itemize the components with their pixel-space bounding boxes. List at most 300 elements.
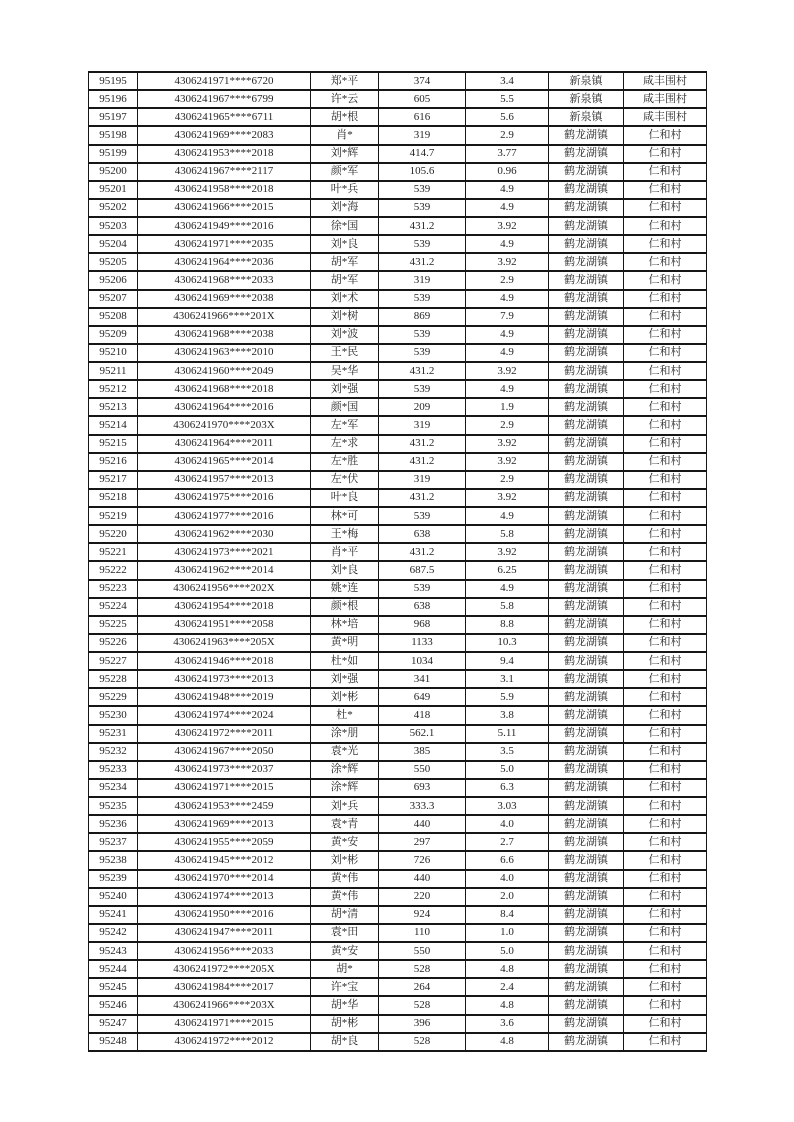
cell-town: 鹤龙湖镇 [549,996,624,1014]
cell-name: 袁*田 [311,924,379,942]
cell-id-masked: 4306241972****2011 [138,725,311,743]
cell-name: 黄*伟 [311,888,379,906]
cell-id-masked: 4306241971****2015 [138,779,311,797]
cell-rate: 9.4 [466,652,549,670]
cell-id-masked: 4306241965****6711 [138,108,311,126]
cell-amount: 539 [379,507,466,525]
cell-name: 胡*军 [311,253,379,271]
cell-seq: 95217 [89,471,138,489]
cell-id-masked: 4306241966****201X [138,308,311,326]
cell-rate: 4.9 [466,235,549,253]
table-row [89,561,707,579]
cell-name: 胡*华 [311,996,379,1014]
cell-village: 仁和村 [624,525,707,543]
table-row [89,761,707,779]
table-row [89,453,707,471]
cell-rate: 5.6 [466,108,549,126]
cell-town: 鹤龙湖镇 [549,435,624,453]
cell-village: 仁和村 [624,815,707,833]
cell-village: 仁和村 [624,561,707,579]
cell-village: 仁和村 [624,253,707,271]
cell-id-masked: 4306241972****2012 [138,1033,311,1051]
cell-name: 林*培 [311,616,379,634]
cell-village: 仁和村 [624,978,707,996]
cell-name: 许*宝 [311,978,379,996]
cell-amount: 1133 [379,634,466,652]
cell-id-masked: 4306241964****2036 [138,253,311,271]
table-row [89,598,707,616]
cell-rate: 5.0 [466,761,549,779]
cell-seq: 95197 [89,108,138,126]
cell-seq: 95235 [89,797,138,815]
cell-town: 鹤龙湖镇 [549,888,624,906]
cell-village: 仁和村 [624,181,707,199]
cell-town: 鹤龙湖镇 [549,924,624,942]
cell-rate: 3.5 [466,743,549,761]
cell-name: 郑*平 [311,72,379,90]
cell-town: 鹤龙湖镇 [549,598,624,616]
cell-seq: 95233 [89,761,138,779]
cell-rate: 3.77 [466,145,549,163]
cell-seq: 95248 [89,1033,138,1051]
table-row [89,1033,707,1051]
table-row [89,870,707,888]
cell-amount: 528 [379,996,466,1014]
cell-amount: 440 [379,815,466,833]
cell-town: 鹤龙湖镇 [549,199,624,217]
cell-id-masked: 4306241965****2014 [138,453,311,471]
cell-town: 鹤龙湖镇 [549,779,624,797]
table-row [89,380,707,398]
cell-village: 仁和村 [624,326,707,344]
cell-village: 仁和村 [624,670,707,688]
cell-amount: 649 [379,688,466,706]
cell-village: 仁和村 [624,851,707,869]
table-row [89,888,707,906]
cell-seq: 95203 [89,217,138,235]
cell-seq: 95220 [89,525,138,543]
cell-village: 仁和村 [624,996,707,1014]
table-row [89,1015,707,1033]
cell-amount: 319 [379,471,466,489]
cell-seq: 95231 [89,725,138,743]
cell-rate: 10.3 [466,634,549,652]
cell-seq: 95240 [89,888,138,906]
cell-town: 鹤龙湖镇 [549,217,624,235]
cell-amount: 605 [379,90,466,108]
table-row [89,271,707,289]
cell-name: 胡*清 [311,906,379,924]
cell-village: 仁和村 [624,290,707,308]
cell-rate: 3.4 [466,72,549,90]
cell-village: 仁和村 [624,471,707,489]
cell-id-masked: 4306241966****2015 [138,199,311,217]
cell-amount: 374 [379,72,466,90]
table-row [89,725,707,743]
cell-amount: 105.6 [379,163,466,181]
cell-rate: 1.9 [466,398,549,416]
cell-id-masked: 4306241967****2050 [138,743,311,761]
cell-amount: 638 [379,598,466,616]
cell-amount: 539 [379,326,466,344]
cell-name: 黄*安 [311,942,379,960]
table-row [89,90,707,108]
table-row [89,996,707,1014]
cell-id-masked: 4306241969****2038 [138,290,311,308]
cell-name: 杜* [311,706,379,724]
cell-name: 刘*海 [311,199,379,217]
table-row [89,670,707,688]
cell-town: 鹤龙湖镇 [549,344,624,362]
cell-id-masked: 4306241967****2117 [138,163,311,181]
cell-village: 仁和村 [624,344,707,362]
cell-rate: 2.9 [466,471,549,489]
cell-id-masked: 4306241968****2033 [138,271,311,289]
cell-amount: 562.1 [379,725,466,743]
cell-amount: 550 [379,761,466,779]
table-row [89,416,707,434]
table-row [89,525,707,543]
table-row [89,616,707,634]
cell-rate: 8.8 [466,616,549,634]
cell-seq: 95198 [89,126,138,144]
cell-town: 鹤龙湖镇 [549,670,624,688]
cell-seq: 95224 [89,598,138,616]
cell-rate: 3.92 [466,217,549,235]
cell-id-masked: 4306241974****2024 [138,706,311,724]
cell-seq: 95242 [89,924,138,942]
cell-amount: 1034 [379,652,466,670]
cell-name: 袁*光 [311,743,379,761]
cell-rate: 0.96 [466,163,549,181]
cell-town: 鹤龙湖镇 [549,380,624,398]
cell-rate: 4.9 [466,507,549,525]
cell-amount: 528 [379,1033,466,1051]
cell-seq: 95221 [89,543,138,561]
cell-id-masked: 4306241956****202X [138,580,311,598]
cell-rate: 3.92 [466,543,549,561]
cell-town: 鹤龙湖镇 [549,525,624,543]
cell-seq: 95245 [89,978,138,996]
cell-name: 颜*根 [311,598,379,616]
cell-seq: 95206 [89,271,138,289]
cell-id-masked: 4306241964****2011 [138,435,311,453]
cell-village: 仁和村 [624,797,707,815]
cell-rate: 5.9 [466,688,549,706]
cell-id-masked: 4306241973****2021 [138,543,311,561]
cell-amount: 385 [379,743,466,761]
cell-id-masked: 4306241971****2015 [138,1015,311,1033]
table-row [89,706,707,724]
cell-name: 袁*青 [311,815,379,833]
cell-amount: 431.2 [379,489,466,507]
cell-town: 鹤龙湖镇 [549,489,624,507]
cell-seq: 95196 [89,90,138,108]
cell-seq: 95208 [89,308,138,326]
cell-seq: 95225 [89,616,138,634]
cell-id-masked: 4306241973****2013 [138,670,311,688]
cell-rate: 1.0 [466,924,549,942]
cell-village: 仁和村 [624,634,707,652]
cell-rate: 2.9 [466,126,549,144]
table-row [89,163,707,181]
table-row [89,924,707,942]
cell-seq: 95216 [89,453,138,471]
cell-rate: 3.92 [466,362,549,380]
cell-village: 仁和村 [624,453,707,471]
cell-amount: 687.5 [379,561,466,579]
table-row [89,688,707,706]
cell-seq: 95229 [89,688,138,706]
cell-rate: 4.0 [466,870,549,888]
cell-seq: 95244 [89,960,138,978]
table-row [89,543,707,561]
cell-seq: 95243 [89,942,138,960]
cell-rate: 6.25 [466,561,549,579]
cell-name: 左*胜 [311,453,379,471]
cell-town: 鹤龙湖镇 [549,398,624,416]
cell-town: 鹤龙湖镇 [549,290,624,308]
cell-village: 仁和村 [624,217,707,235]
cell-town: 鹤龙湖镇 [549,253,624,271]
cell-amount: 414.7 [379,145,466,163]
cell-village: 仁和村 [624,598,707,616]
cell-village: 仁和村 [624,870,707,888]
cell-rate: 7.9 [466,308,549,326]
cell-name: 叶*良 [311,489,379,507]
cell-id-masked: 4306241969****2013 [138,815,311,833]
cell-rate: 4.9 [466,380,549,398]
cell-name: 刘*术 [311,290,379,308]
cell-name: 杜*如 [311,652,379,670]
cell-amount: 528 [379,960,466,978]
cell-rate: 5.8 [466,525,549,543]
table-row [89,362,707,380]
cell-village: 仁和村 [624,960,707,978]
cell-seq: 95199 [89,145,138,163]
cell-amount: 209 [379,398,466,416]
cell-rate: 3.92 [466,453,549,471]
cell-id-masked: 4306241957****2013 [138,471,311,489]
cell-town: 鹤龙湖镇 [549,416,624,434]
table-row [89,815,707,833]
cell-rate: 5.5 [466,90,549,108]
cell-village: 仁和村 [624,1033,707,1051]
cell-rate: 6.6 [466,851,549,869]
cell-name: 姚*连 [311,580,379,598]
cell-id-masked: 4306241962****2014 [138,561,311,579]
table-row [89,217,707,235]
cell-seq: 95211 [89,362,138,380]
table-row [89,108,707,126]
cell-town: 鹤龙湖镇 [549,761,624,779]
cell-id-masked: 4306241954****2018 [138,598,311,616]
cell-amount: 693 [379,779,466,797]
cell-seq: 95226 [89,634,138,652]
cell-town: 鹤龙湖镇 [549,543,624,561]
cell-name: 胡*军 [311,271,379,289]
cell-name: 王*民 [311,344,379,362]
cell-amount: 869 [379,308,466,326]
cell-village: 仁和村 [624,725,707,743]
cell-amount: 110 [379,924,466,942]
cell-amount: 924 [379,906,466,924]
cell-name: 胡*良 [311,1033,379,1051]
cell-town: 鹤龙湖镇 [549,942,624,960]
cell-amount: 440 [379,870,466,888]
cell-id-masked: 4306241970****2014 [138,870,311,888]
cell-amount: 431.2 [379,543,466,561]
cell-name: 刘*良 [311,235,379,253]
cell-amount: 539 [379,181,466,199]
cell-id-masked: 4306241974****2013 [138,888,311,906]
cell-name: 林*可 [311,507,379,525]
cell-rate: 2.4 [466,978,549,996]
records-table [88,71,707,1052]
cell-seq: 95213 [89,398,138,416]
cell-village: 仁和村 [624,435,707,453]
cell-village: 咸丰围村 [624,90,707,108]
cell-id-masked: 4306241975****2016 [138,489,311,507]
cell-village: 仁和村 [624,271,707,289]
cell-village: 仁和村 [624,398,707,416]
cell-amount: 431.2 [379,362,466,380]
cell-town: 鹤龙湖镇 [549,960,624,978]
cell-amount: 341 [379,670,466,688]
cell-town: 鹤龙湖镇 [549,797,624,815]
cell-amount: 333.3 [379,797,466,815]
cell-seq: 95209 [89,326,138,344]
cell-seq: 95212 [89,380,138,398]
cell-name: 左*伏 [311,471,379,489]
cell-town: 鹤龙湖镇 [549,725,624,743]
cell-town: 鹤龙湖镇 [549,634,624,652]
cell-seq: 95222 [89,561,138,579]
cell-id-masked: 4306241950****2016 [138,906,311,924]
cell-seq: 95215 [89,435,138,453]
cell-name: 刘*波 [311,326,379,344]
cell-town: 鹤龙湖镇 [549,870,624,888]
cell-name: 王*梅 [311,525,379,543]
cell-village: 仁和村 [624,1015,707,1033]
cell-name: 刘*彬 [311,688,379,706]
table-row [89,398,707,416]
cell-id-masked: 4306241960****2049 [138,362,311,380]
cell-village: 仁和村 [624,362,707,380]
table-row [89,326,707,344]
table-row [89,942,707,960]
cell-name: 徐*国 [311,217,379,235]
cell-name: 刘*强 [311,670,379,688]
cell-seq: 95237 [89,833,138,851]
cell-seq: 95200 [89,163,138,181]
table-row [89,833,707,851]
cell-town: 鹤龙湖镇 [549,145,624,163]
cell-rate: 4.9 [466,199,549,217]
cell-town: 新泉镇 [549,72,624,90]
cell-town: 鹤龙湖镇 [549,743,624,761]
cell-rate: 3.92 [466,489,549,507]
cell-name: 颜*国 [311,398,379,416]
cell-town: 鹤龙湖镇 [549,326,624,344]
cell-name: 涂*辉 [311,779,379,797]
cell-village: 仁和村 [624,761,707,779]
cell-seq: 95228 [89,670,138,688]
cell-village: 仁和村 [624,199,707,217]
cell-amount: 539 [379,580,466,598]
cell-village: 仁和村 [624,743,707,761]
cell-town: 鹤龙湖镇 [549,235,624,253]
cell-rate: 4.9 [466,181,549,199]
cell-name: 吴*华 [311,362,379,380]
cell-rate: 3.03 [466,797,549,815]
cell-rate: 4.9 [466,344,549,362]
table-row [89,652,707,670]
cell-town: 鹤龙湖镇 [549,507,624,525]
cell-name: 黄*伟 [311,870,379,888]
cell-id-masked: 4306241951****2058 [138,616,311,634]
cell-id-masked: 4306241963****205X [138,634,311,652]
cell-name: 许*云 [311,90,379,108]
cell-village: 仁和村 [624,688,707,706]
cell-name: 黄*安 [311,833,379,851]
table-row [89,507,707,525]
cell-name: 胡*根 [311,108,379,126]
cell-name: 涂*辉 [311,761,379,779]
cell-village: 咸丰围村 [624,108,707,126]
cell-name: 刘*辉 [311,145,379,163]
cell-name: 刘*彬 [311,851,379,869]
cell-name: 刘*兵 [311,797,379,815]
cell-name: 肖*平 [311,543,379,561]
cell-name: 叶*兵 [311,181,379,199]
cell-seq: 95238 [89,851,138,869]
cell-town: 鹤龙湖镇 [549,181,624,199]
cell-seq: 95219 [89,507,138,525]
cell-seq: 95246 [89,996,138,1014]
table-row [89,199,707,217]
cell-village: 仁和村 [624,308,707,326]
cell-town: 鹤龙湖镇 [549,978,624,996]
cell-seq: 95247 [89,1015,138,1033]
cell-amount: 431.2 [379,453,466,471]
cell-rate: 3.92 [466,435,549,453]
cell-town: 鹤龙湖镇 [549,1033,624,1051]
cell-name: 颜*军 [311,163,379,181]
cell-amount: 264 [379,978,466,996]
cell-seq: 95204 [89,235,138,253]
cell-name: 左*军 [311,416,379,434]
cell-rate: 4.8 [466,1033,549,1051]
table-row [89,290,707,308]
table-row [89,779,707,797]
cell-seq: 95232 [89,743,138,761]
cell-seq: 95210 [89,344,138,362]
cell-town: 鹤龙湖镇 [549,126,624,144]
cell-town: 鹤龙湖镇 [549,815,624,833]
cell-id-masked: 4306241971****2035 [138,235,311,253]
cell-id-masked: 4306241955****2059 [138,833,311,851]
cell-amount: 431.2 [379,435,466,453]
cell-id-masked: 4306241967****6799 [138,90,311,108]
cell-town: 鹤龙湖镇 [549,453,624,471]
cell-village: 仁和村 [624,235,707,253]
cell-amount: 220 [379,888,466,906]
cell-name: 刘*树 [311,308,379,326]
cell-name: 胡* [311,960,379,978]
cell-town: 鹤龙湖镇 [549,652,624,670]
cell-village: 仁和村 [624,652,707,670]
